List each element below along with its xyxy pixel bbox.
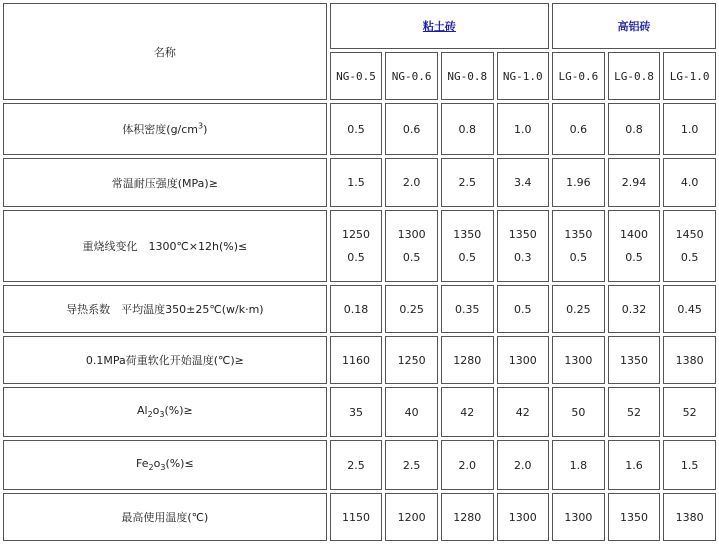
value-cell: 0.32 — [608, 285, 661, 333]
value-cell: 52 — [663, 387, 716, 437]
value-cell: 1350 — [608, 336, 661, 384]
value-cell: 0.25 — [552, 285, 605, 333]
grade-header-cell: NG-0.6 — [385, 52, 438, 100]
row-label-reheat-change: 重烧线变化 1300℃×12h(%)≤ — [3, 210, 327, 282]
value-cell: 0.18 — [330, 285, 383, 333]
value-cell: 2.5 — [330, 440, 383, 490]
value-cell: 40 — [385, 387, 438, 437]
value-cell: 2.0 — [441, 440, 494, 490]
value-cell: 1380 — [663, 493, 716, 541]
value-cell: 1300 — [552, 336, 605, 384]
row-label-al2o3: $Al_2o_3(\%)\ge$ — [3, 387, 327, 437]
value-cell: 2.5 — [441, 158, 494, 207]
value-cell: 0.6 — [385, 103, 438, 155]
row-label-thermal-conductivity: 导热系数 平均温度350±25℃(w/k·m) — [3, 285, 327, 333]
value-cell: 1350 — [608, 493, 661, 541]
value-cell: 1250 — [385, 336, 438, 384]
value-cell: 1280 — [441, 493, 494, 541]
value-cell: 1.6 — [608, 440, 661, 490]
value-cell: 1.8 — [552, 440, 605, 490]
name-header-cell — [3, 3, 327, 100]
value-cell: 0.6 — [552, 103, 605, 155]
clay-brick-group-header — [330, 3, 549, 49]
table-row — [3, 103, 716, 155]
value-cell: 1400 0.5 — [608, 210, 661, 282]
value-cell: 1350 0.3 — [497, 210, 550, 282]
table-row — [3, 285, 716, 333]
table-row — [3, 493, 716, 541]
table-row — [3, 336, 716, 384]
value-cell: 1300 — [497, 336, 550, 384]
grade-header-cell: LG-0.8 — [608, 52, 661, 100]
value-cell: 1200 — [385, 493, 438, 541]
table-row — [3, 158, 716, 207]
value-cell: 50 — [552, 387, 605, 437]
value-cell: 35 — [330, 387, 383, 437]
grade-header-cell: NG-0.8 — [441, 52, 494, 100]
row-label-crushing-strength: 常温耐压强度(MPa)≥ — [3, 158, 327, 207]
value-cell: 1.5 — [663, 440, 716, 490]
value-cell: 1.0 — [663, 103, 716, 155]
grade-header-cell: NG-0.5 — [330, 52, 383, 100]
high-alumina-title: 高铝砖 — [617, 20, 651, 33]
value-cell: 0.8 — [608, 103, 661, 155]
value-cell: 2.94 — [608, 158, 661, 207]
grade-header-cell: NG-1.0 — [497, 52, 550, 100]
grade-header-cell: LG-0.6 — [552, 52, 605, 100]
value-cell: 1450 0.5 — [663, 210, 716, 282]
grade-header-cell: LG-1.0 — [663, 52, 716, 100]
value-cell: 1300 — [497, 493, 550, 541]
row-label-softening-temp: 0.1MPa荷重软化开始温度(℃)≥ — [3, 336, 327, 384]
value-cell: 2.5 — [385, 440, 438, 490]
name-header-label: 名称 — [153, 45, 176, 59]
value-cell: 0.35 — [441, 285, 494, 333]
value-cell: 1.96 — [552, 158, 605, 207]
value-cell: 1350 0.5 — [441, 210, 494, 282]
value-cell: 3.4 — [497, 158, 550, 207]
row-label-bulk-density: 体积密度$(g/cm^3)$ — [3, 103, 327, 155]
table-row — [3, 387, 716, 437]
row-label-max-service-temp: 最高使用温度(℃) — [3, 493, 327, 541]
value-cell: 0.25 — [385, 285, 438, 333]
value-cell: 0.45 — [663, 285, 716, 333]
value-cell: 42 — [441, 387, 494, 437]
value-cell: 1380 — [663, 336, 716, 384]
value-cell: 1150 — [330, 493, 383, 541]
value-cell: 1350 0.5 — [552, 210, 605, 282]
clay-brick-title[interactable]: 粘土砖 — [422, 20, 456, 33]
value-cell: 1160 — [330, 336, 383, 384]
table-row — [3, 210, 716, 282]
value-cell: 1.0 — [497, 103, 550, 155]
value-cell: 1.5 — [330, 158, 383, 207]
value-cell: 52 — [608, 387, 661, 437]
value-cell: 2.0 — [385, 158, 438, 207]
row-label-fe2o3: $Fe_2o_3(\%)\le$ — [3, 440, 327, 490]
value-cell: 1280 — [441, 336, 494, 384]
value-cell: 1250 0.5 — [330, 210, 383, 282]
value-cell: 0.8 — [441, 103, 494, 155]
high-alumina-group-header — [552, 3, 716, 49]
value-cell: 1300 — [552, 493, 605, 541]
value-cell: 4.0 — [663, 158, 716, 207]
table-row — [3, 440, 716, 490]
value-cell: 1300 0.5 — [385, 210, 438, 282]
value-cell: 0.5 — [330, 103, 383, 155]
value-cell: 42 — [497, 387, 550, 437]
value-cell: 0.5 — [497, 285, 550, 333]
value-cell: 2.0 — [497, 440, 550, 490]
